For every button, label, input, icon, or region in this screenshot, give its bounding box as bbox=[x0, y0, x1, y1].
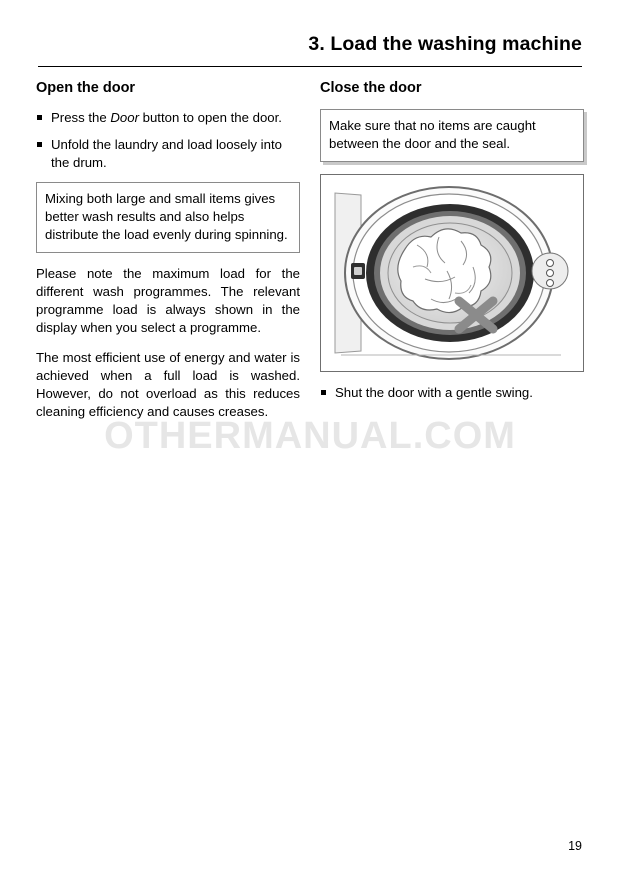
close-door-bullet-text: Shut the door with a gentle swing. bbox=[335, 385, 533, 401]
bullet-text-post: button to open the door. bbox=[138, 110, 282, 126]
section-heading-close-the-door: Close the door bbox=[320, 80, 422, 96]
bullet-text-emphasis: Door bbox=[110, 110, 139, 126]
bullet-text-pre: Press the bbox=[51, 110, 111, 126]
page-title: 3. Load the washing machine bbox=[308, 33, 582, 55]
note-box-mixing-loads: Mixing both large and small items gives better wash results and also helps distribute the load evenly during spinning. bbox=[36, 182, 300, 253]
title-divider bbox=[38, 66, 582, 67]
paragraph-maximum-load: Please note the maximum load for the different wash programmes. The relevant programme load is always shown in the display when you select a programme. bbox=[36, 266, 300, 335]
list-item bbox=[36, 136, 300, 172]
square-bullet-icon bbox=[321, 390, 326, 395]
left-column bbox=[36, 80, 300, 433]
page-number: 19 bbox=[568, 839, 582, 853]
right-column bbox=[320, 80, 584, 402]
section-heading-open-the-door: Open the door bbox=[36, 80, 136, 96]
watermark: OTHERMANUAL.COM bbox=[104, 415, 516, 457]
bullet-text-pre: Unfold the laundry and load loosely into the drum. bbox=[51, 137, 282, 171]
note-box-items-caught: Make sure that no items are caught between the door and the seal. bbox=[320, 109, 584, 162]
washing-machine-illustration bbox=[321, 175, 583, 371]
open-door-bullet-list bbox=[36, 109, 300, 172]
list-item bbox=[36, 109, 300, 127]
square-bullet-icon bbox=[37, 142, 42, 147]
figure-drum-loaded bbox=[320, 174, 584, 372]
square-bullet-icon bbox=[37, 115, 42, 120]
close-door-bullet bbox=[320, 384, 584, 402]
paragraph-energy-efficiency: The most efficient use of energy and water is achieved when a full load is washed. However, do not overload as this reduces cleaning efficiency and causes creases. bbox=[36, 349, 300, 419]
